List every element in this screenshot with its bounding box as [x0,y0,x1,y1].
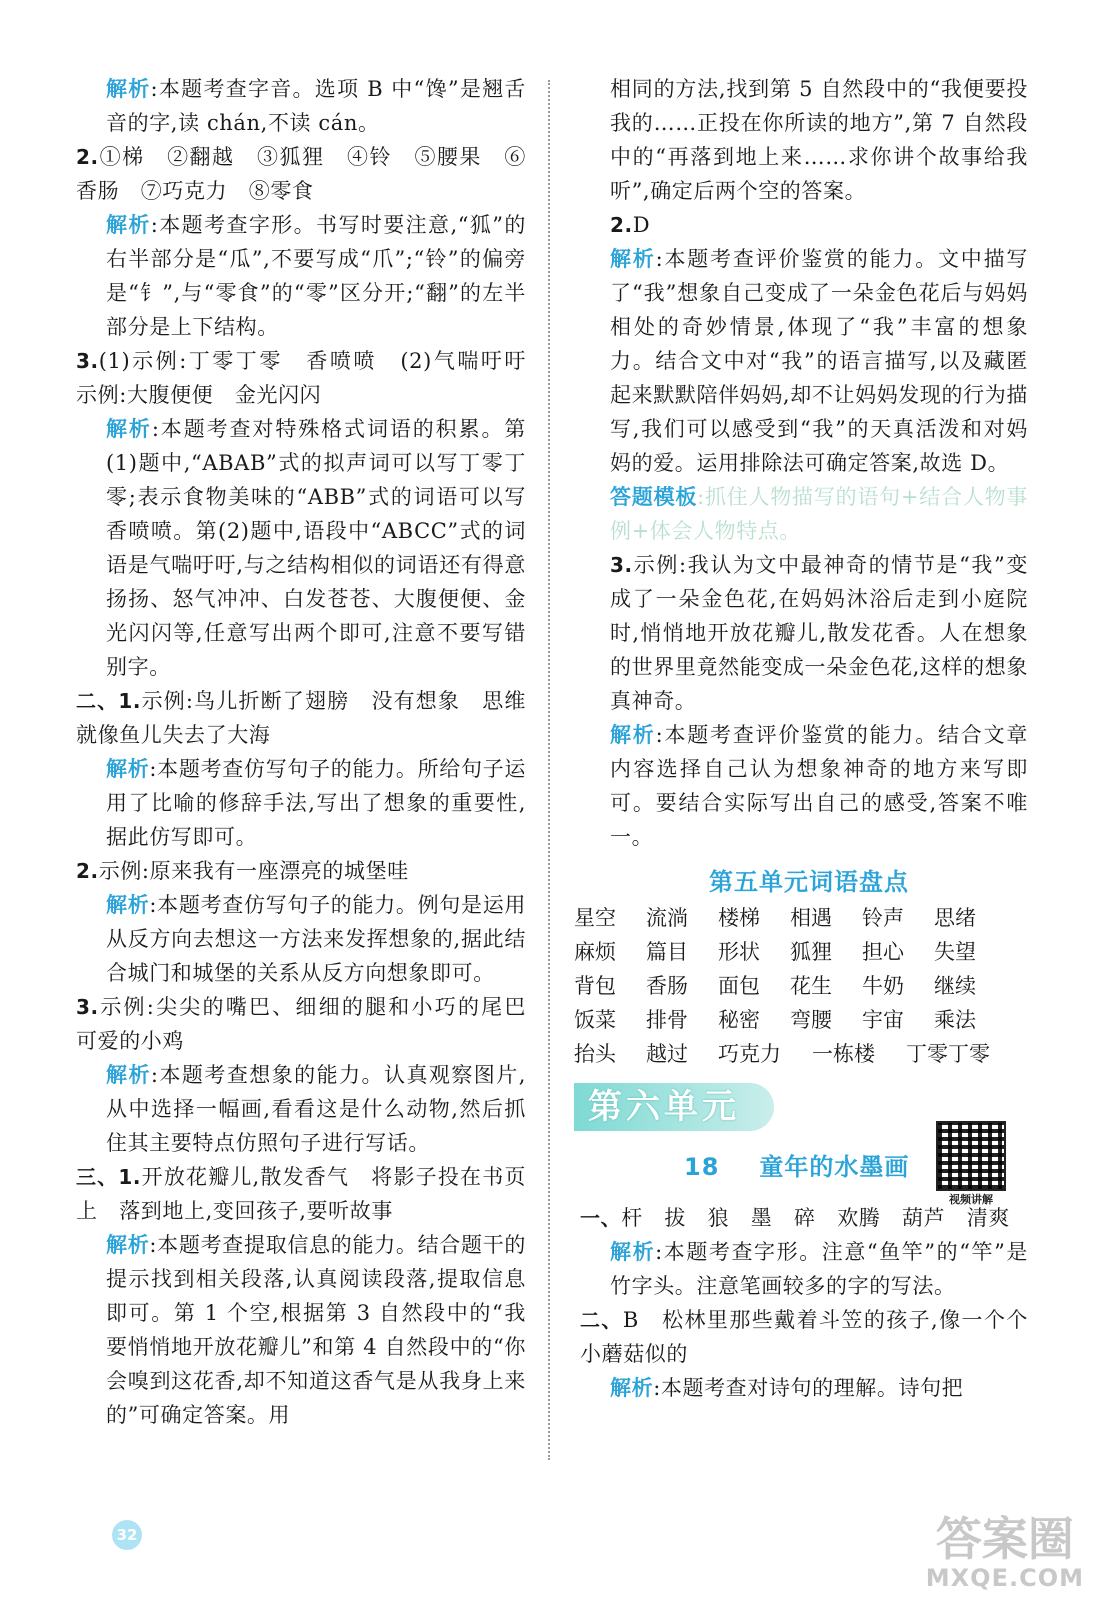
lesson-answers [580,1201,1028,1405]
paragraph-text: :本题考查对诗句的理解。诗句把 [653,1376,964,1400]
template-text: :抓住人物描写的语句+结合人物事例+体会人物特点。 [610,485,1028,543]
vocab-word: 相遇 [790,906,832,930]
paragraph-text: :本题考查仿写句子的能力。例句是运用从反方向去想这一方法来发挥想象的,据此结合城门和城堡的关系从反方向想象即可。 [106,893,526,985]
lesson-header [574,1131,1028,1206]
question-number: 2. [76,145,99,169]
paragraph [580,1303,1028,1371]
paragraph [76,1160,526,1228]
vocab-word: 铃声 [862,906,904,930]
question-number: 3. [76,995,99,1019]
question-number: 三、1. [76,1165,142,1189]
right-column [574,72,1028,1405]
vocab-word: 楼梯 [718,906,760,930]
paragraph [106,1058,526,1160]
paragraph [610,1235,1028,1303]
vocab-word: 排骨 [646,1008,688,1032]
paragraph [610,718,1028,854]
paragraph-text: 示例:原来我有一座漂亮的城堡哇 [98,859,409,883]
vocab-word: 乘法 [934,1008,976,1032]
vocab-word: 弯腰 [790,1008,832,1032]
vocab-word: 篇目 [646,940,688,964]
paragraph-text: (1)示例:丁零丁零 香喷喷 (2)气喘吁吁 示例:大腹便便 金光闪闪 [76,349,548,407]
vocab-word: 失望 [934,940,976,964]
paragraph-text: ①梯 ②翻越 ③狐狸 ④铃 ⑤腰果 ⑥香肠 ⑦巧克力 ⑧零食 [76,145,526,203]
template-label: 答题模板 [610,484,698,509]
paragraph [76,990,548,1058]
vocab-word: 流淌 [646,906,688,930]
analysis-label: 解析 [106,892,150,917]
paragraph-text: :本题考查评价鉴赏的能力。结合文章内容选择自己认为想象神奇的地方来写即可。要结合实际写出自己的感受,答案不唯一。 [610,723,1028,849]
paragraph-text: 示例:鸟儿折断了翅膀 没有想象 思维就像鱼儿失去了大海 [76,689,527,747]
paragraph [106,208,526,344]
paragraph-text: 杆 拔 狼 墨 碎 欢腾 葫芦 清爽 [621,1206,1011,1230]
vocab-word: 担心 [862,940,904,964]
paragraph [610,242,1028,480]
qr-code-icon[interactable] [936,1121,1006,1191]
paragraph [610,1371,1028,1405]
paragraph [76,344,548,412]
column-divider [548,80,550,1460]
question-number: 二、 [580,1308,623,1332]
question-number: 3. [610,553,633,577]
paragraph-text: 示例:尖尖的嘴巴、细细的腿和小巧的尾巴 可爱的小鸡 [76,995,548,1053]
vocab-word: 面包 [718,974,760,998]
word-row [574,901,1028,935]
lesson-number: 18 [684,1153,720,1181]
word-row [574,1037,1028,1071]
paragraph [610,480,1028,548]
vocab-word: 星空 [574,906,616,930]
left-column [76,72,548,1432]
analysis-label: 解析 [106,1232,150,1257]
paragraph-text: 相同的方法,找到第 5 自然段中的“我便要投我的……正投在你所读的地方”,第 7 自然段中的“再落到地上来……求你讲个故事给我听”,确定后两个空的答案。 [610,77,1028,203]
paragraph-text: :本题考查对特殊格式词语的积累。第(1)题中,“ABAB”式的拟声词可以写丁零丁零;表示食物美味的“ABB”式的词语可以写香喷喷。第(2)题中,语段中“ABCC”式的词语是气喘吁吁,与之结构相似的词语还有得意扬扬、怒气冲冲、白发苍苍、大腹便便、金光闪闪等,任意写出两个即可,注意不要写错别字。 [106,417,527,679]
question-number: 3. [76,349,99,373]
analysis-label: 解析 [610,1239,656,1264]
analysis-label: 解析 [610,722,656,747]
unit5-title: 第五单元词语盘点 [709,868,909,896]
analysis-label: 解析 [106,416,152,441]
question-number: 一、 [580,1206,622,1230]
paragraph [610,208,1028,242]
analysis-label: 解析 [106,1062,151,1087]
vocab-word: 香肠 [646,974,688,998]
paragraph-text: 开放花瓣儿,散发香气 将影子投在书页上 落到地上,变回孩子,要听故事 [76,1165,526,1223]
analysis-label: 解析 [106,76,151,101]
paragraph [76,140,526,208]
question-number: 2. [76,859,99,883]
vocab-word: 牛奶 [862,974,904,998]
paragraph-text: :本题考查仿写句子的能力。所给句子运用了比喻的修辞手法,写出了想象的重要性,据此仿写即可。 [106,757,526,849]
paragraph [106,72,526,140]
vocab-word: 思绪 [934,906,976,930]
lesson-name: 童年的水墨画 [759,1153,910,1181]
vocab-word: 背包 [574,974,616,998]
page-number: 32 [112,1520,142,1550]
paragraph [106,888,526,990]
vocab-word: 抬头 [574,1042,616,1066]
vocab-word: 丁零丁零 [906,1042,990,1066]
paragraph [106,412,526,684]
vocab-word: 饭菜 [574,1008,616,1032]
vocab-word: 麻烦 [574,940,616,964]
paragraph [106,752,526,854]
vocab-word: 花生 [790,974,832,998]
paragraph-text: D [632,213,651,237]
vocab-word: 形状 [718,940,760,964]
word-row [574,1003,1028,1037]
vocab-word: 巧克力 [718,1042,781,1066]
question-number: 2. [610,213,633,237]
paragraph-text: :本题考查评价鉴赏的能力。文中描写了“我”想象自己变成了一朵金色花后与妈妈相处的奇妙情景,体现了“我”丰富的想象力。结合文中对“我”的语言描写,以及藏匿起来默默陪伴妈妈,却不让妈妈发现的行为描写,我们可以感受到“我”的天真活泼和对妈妈的爱。运用排除法可确定答案,故选 D。 [610,247,1028,475]
watermark-title: 答案圈 [935,1512,1074,1566]
watermark-logo [926,1514,1084,1592]
analysis-label: 解析 [106,756,150,781]
qr-caption: 视频讲解 [949,1193,993,1206]
watermark-url: MXQE.COM [925,1564,1084,1592]
right-answers [610,72,1028,854]
vocab-word: 秘密 [718,1008,760,1032]
paragraph-text: :本题考查字形。书写时要注意,“狐”的右半部分是“瓜”,不要写成“爪”;“铃”的偏旁是“钅”,与“零食”的“零”区分开;“翻”的左半部分是上下结构。 [106,213,526,339]
paragraph-text: :本题考查字形。注意“鱼竿”的“竿”是竹字头。注意笔画较多的字的写法。 [610,1240,1028,1298]
analysis-label: 解析 [106,212,151,237]
paragraph [76,684,526,752]
lesson-title [684,1147,909,1182]
analysis-label: 解析 [610,246,656,271]
paragraph-text: 示例:我认为文中最神奇的情节是“我”变成了一朵金色花,在妈妈沐浴后走到小庭院时,悄悄地开放花瓣儿,散发花香。人在想象的世界里竟然能变成一朵金色花,这样的想象真神奇。 [610,553,1028,713]
question-number: 二、1. [76,689,142,713]
paragraph [76,854,526,888]
vocab-word: 宇宙 [862,1008,904,1032]
word-list [574,901,1028,1071]
unit6-banner: 第六单元 [574,1083,774,1131]
vocab-word: 一栋楼 [812,1042,875,1066]
vocab-word: 继续 [934,974,976,998]
paragraph-text: B 松林里那些戴着斗笠的孩子,像一个个小蘑菇似的 [580,1308,1028,1366]
vocab-word: 狐狸 [790,940,832,964]
analysis-label: 解析 [610,1375,654,1400]
paragraph-text: :本题考查提取信息的能力。结合题干的提示找到相关段落,认真阅读段落,提取信息即可。第 1 个空,根据第 3 自然段中的“我要悄悄地开放花瓣儿”和第 4 自然段中的“你会嗅到这花香,却不知道这香气是从我身上来的”可确定答案。用 [106,1233,526,1427]
paragraph [106,1228,526,1432]
paragraph [610,72,1028,208]
paragraph-text: :本题考查字音。选项 B 中“馋”是翘舌音的字,读 chán,不读 cán。 [106,77,526,135]
paragraph [610,548,1028,718]
word-row [574,935,1028,969]
word-row [574,969,1028,1003]
paragraph-text: :本题考查想象的能力。认真观察图片,从中选择一幅画,看看这是什么动物,然后抓住其主要特点仿照句子进行写话。 [106,1063,526,1155]
vocab-word: 越过 [646,1042,688,1066]
